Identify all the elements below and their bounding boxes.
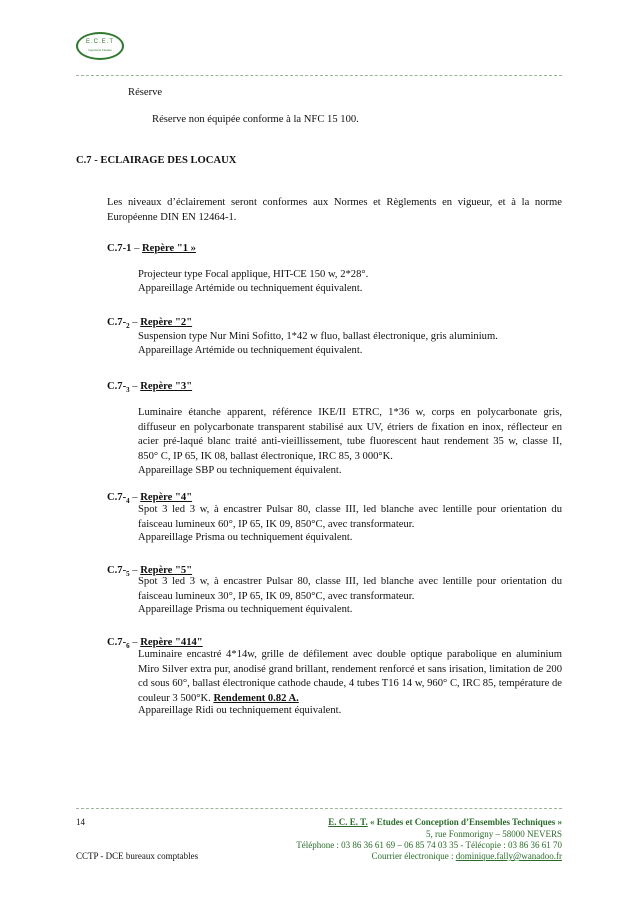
item-line: Appareillage Artémide ou techniquement équivalent. bbox=[138, 345, 363, 356]
item-number: C.7- bbox=[107, 492, 127, 503]
footer-address: 5, rue Fonmorigny – 58000 NEVERS bbox=[426, 829, 562, 839]
reserve-line: Réserve non équipée conforme à la NFC 15 100. bbox=[152, 114, 359, 125]
item-heading bbox=[107, 317, 192, 330]
section-intro: Les niveaux d’éclairement seront conformes aux Normes et Règlements en vigueur, et à la norme Européenne DIN EN 12464-1. bbox=[107, 197, 562, 223]
section-title: C.7 - ECLAIRAGE DES LOCAUX bbox=[76, 155, 237, 166]
item-label: Repère "1 » bbox=[142, 243, 196, 254]
company-name: « Etudes et Conception d’Ensembles Techniques » bbox=[367, 817, 562, 827]
logo-text: E.C.E.T bbox=[85, 39, 114, 45]
item-number: C.7-1 bbox=[107, 243, 132, 254]
item-label: Repère "5" bbox=[140, 565, 193, 576]
item-paragraph: Spot 3 led 3 w, à encastrer Pulsar 80, classe III, led blanche avec lentille pour orientation du faisceau lumineux 30°, IP 65, IK 09, 850°C, avec transformateur. bbox=[138, 576, 562, 602]
footer-phone: Téléphone : 03 86 36 61 69 – 06 85 74 03 35 - Télécopie : 03 86 36 61 70 bbox=[296, 840, 562, 850]
item-heading bbox=[107, 381, 192, 394]
item-label: Repère "3" bbox=[140, 381, 193, 392]
item-line: Suspension type Nur Mini Sofitto, 1*42 w fluo, ballast électronique, gris aluminium. bbox=[138, 331, 498, 342]
logo-subtext: Ingénierie Fluides bbox=[88, 48, 112, 52]
document-name: CCTP - DCE bureaux comptables bbox=[76, 851, 199, 861]
header-rule bbox=[76, 75, 562, 76]
item-sep: – bbox=[129, 317, 141, 328]
item-line: Appareillage Ridi ou techniquement équivalent. bbox=[138, 705, 342, 716]
item-line: Appareillage Prisma ou techniquement équivalent. bbox=[138, 532, 353, 543]
item-paragraph-text: Luminaire encastré 4*14w, grille de défilement avec double optique parabolique en aluminium Miro Silver extra pur, anodisé grand brillant, rendement renforcé et sans irisation, limitation de 200 cd sous 60°, ballast électronique cathode chaude, 4 tubes T16 14 w, 960° C, IRC 85, température de couleur 3 500°K. bbox=[138, 649, 562, 704]
footer-rule bbox=[76, 808, 562, 809]
footer-email-line bbox=[250, 850, 562, 863]
page-number: 14 bbox=[76, 817, 85, 827]
company-logo bbox=[76, 32, 124, 60]
item-number: C.7- bbox=[107, 381, 127, 392]
item-number-sub: 4 bbox=[126, 497, 130, 506]
item-sep: – bbox=[129, 565, 141, 576]
item-sep: – bbox=[129, 637, 141, 648]
item-label: Repère "414" bbox=[140, 637, 203, 648]
footer-company bbox=[250, 816, 562, 829]
item-line: Appareillage Prisma ou techniquement équivalent. bbox=[138, 604, 353, 615]
item-number: C.7- bbox=[107, 637, 127, 648]
item-number-sub: 3 bbox=[126, 386, 130, 395]
item-number: C.7- bbox=[107, 317, 127, 328]
item-sep: – bbox=[129, 492, 141, 503]
item-paragraph: Luminaire étanche apparent, référence IKE/II ETRC, 1*36 w, corps en polycarbonate gris, diffuseur en polycarbonate transparent stabilisé aux UV, étriers de fixation en inox, réflecteur en acier pré-laqué blanc traité anti-vieillissement, tube fluorescent haut rendement 35 w, classe II, 850° C, IP 65, IK 08, ballast électronique, IRC 85, 3 000°K. bbox=[138, 407, 562, 462]
item-sep: – bbox=[131, 243, 143, 254]
company-abbr: E. C. E. T. bbox=[328, 817, 368, 827]
item-line: Appareillage SBP ou techniquement équivalent. bbox=[138, 465, 342, 476]
email-label: Courrier électronique : bbox=[371, 851, 456, 861]
item-number: C.7- bbox=[107, 565, 127, 576]
item-number-sub: 2 bbox=[126, 322, 130, 331]
item-number-sub: 6 bbox=[126, 642, 130, 651]
item-sep: – bbox=[129, 381, 141, 392]
item-paragraph bbox=[138, 648, 562, 706]
item-number-sub: 5 bbox=[126, 570, 130, 579]
item-paragraph: Spot 3 led 3 w, à encastrer Pulsar 80, classe III, led blanche avec lentille pour orientation du faisceau lumineux 60°, IP 65, IK 09, 850°C, avec transformateur. bbox=[138, 504, 562, 530]
item-label: Repère "2" bbox=[140, 317, 193, 328]
efficiency-note: Rendement 0.82 A. bbox=[213, 692, 299, 704]
email-link[interactable]: dominique.fally@wanadoo.fr bbox=[455, 851, 562, 861]
reserve-title: Réserve bbox=[128, 87, 163, 98]
item-line: Appareillage Artémide ou techniquement équivalent. bbox=[138, 283, 363, 294]
item-heading bbox=[107, 243, 196, 254]
item-line: Projecteur type Focal applique, HIT-CE 150 w, 2*28°. bbox=[138, 269, 369, 280]
item-label: Repère "4" bbox=[140, 492, 193, 503]
